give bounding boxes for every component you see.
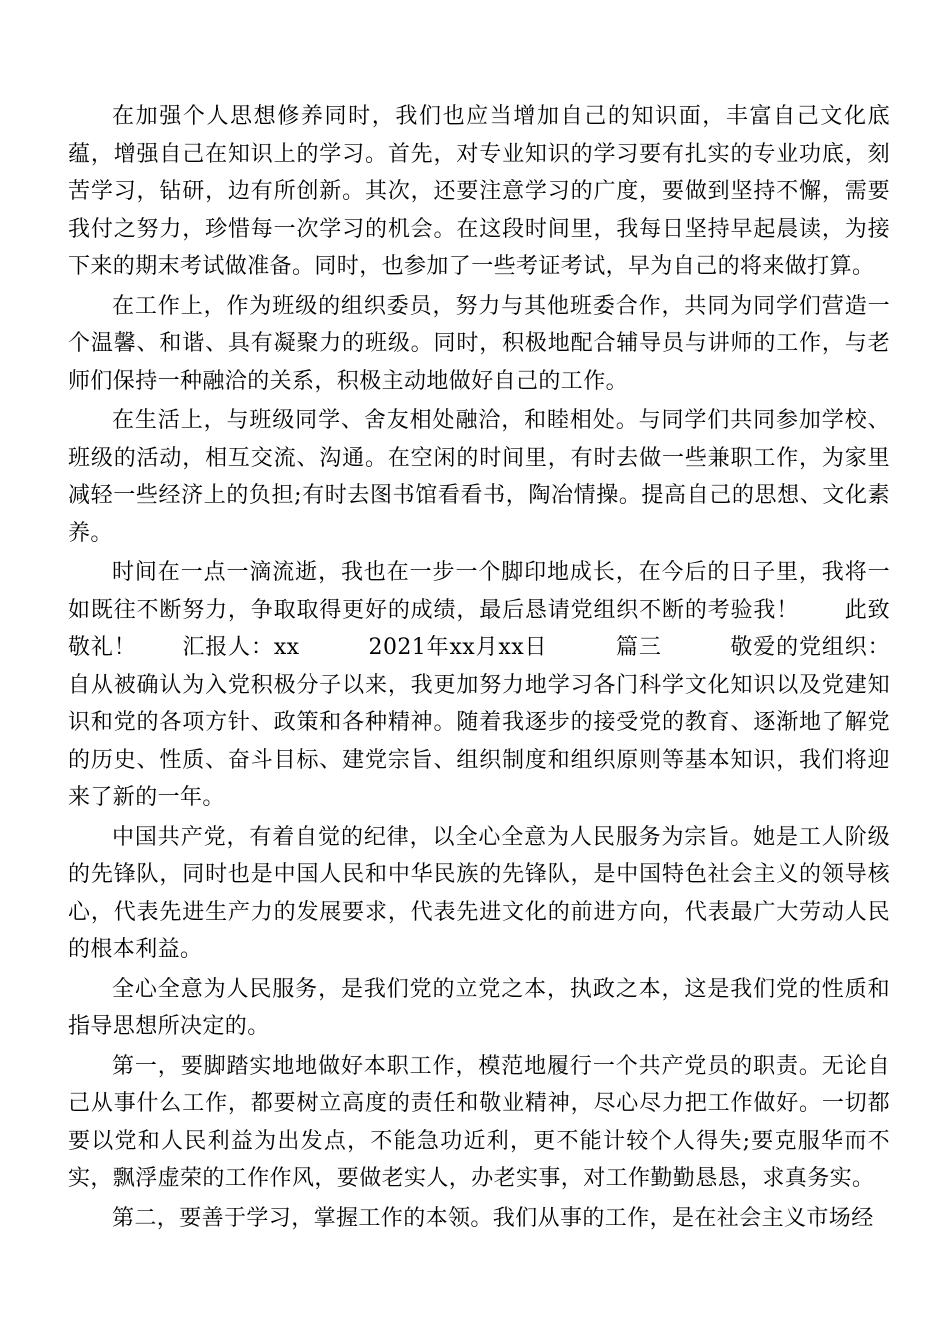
paragraph-second: 第二，要善于学习，掌握工作的本领。我们从事的工作，是在社会主义市场经 xyxy=(112,1205,874,1231)
document-body xyxy=(68,98,890,1239)
paragraph-first: 第一，要脚踏实地地做好本职工作，模范地履行一个共产党员的职责。无论自己从事什么工作，都要树立高度的责任和敬业精神，尽心尽力把工作做好。一切都要以党和人民利益为出发点，不能急功近利，更不能计较个人得失;要克服华而不实，飘浮虚荣的工作作风，要做老实人，办老实事，对工作勤勤恳恳，求真务实。 xyxy=(68,1053,890,1191)
paragraph-study: 在加强个人思想修养同时，我们也应当增加自己的知识面，丰富自己文化底蕴，增强自己在知识上的学习。首先，对专业知识的学习要有扎实的专业功底，刻苦学习，钻研，边有所创新。其次，还要注意学习的广度，要做到坚持不懈，需要我付之努力，珍惜每一次学习的机会。在这段时间里，我每日坚持早起晨读，为接下来的期末考试做准备。同时，也参加了一些考证考试，早为自己的将来做打算。 xyxy=(68,104,890,279)
paragraph-party: 中国共产党，有着自觉的纪律，以全心全意为人民服务为宗旨。她是工人阶级的先锋队，同时也是中国人民和中华民族的先锋队，是中国特色社会主义的领导核心，代表先进生产力的发展要求，代表先进文化的前进方向，代表最广大劳动人民的根本利益。 xyxy=(68,824,890,962)
paragraph-serve-people: 全心全意为人民服务，是我们党的立党之本，执政之本，这是我们党的性质和指导思想所决定的。 xyxy=(68,976,890,1039)
paragraph-life: 在生活上，与班级同学、舍友相处融洽，和睦相处。与同学们共同参加学校、班级的活动，相互交流、沟通。在空闲的时间里，有时去做一些兼职工作，为家里减轻一些经济上的负担;有时去图书馆看看书，陶冶情操。提高自己的思想、文化素养。 xyxy=(68,408,890,546)
paragraph-closing-and-report: 时间在一点一滴流逝，我也在一步一个脚印地成长，在今后的日子里，我将一如既往不断努力，争取取得更好的成绩，最后恳请党组织不断的考验我！ 此致敬礼！ 汇报人：xx 2021年xx月xx日 篇三 敬爱的党组织：自从被确认为入党积极分子以来，我更加努力地学习各门科学文化知识以及党建知识和党的各项方针、政策和各种精神。随着我逐步的接受党的教育、逐渐地了解党的历史、性质、奋斗目标、建党宗旨、组织制度和组织原则等基本知识，我们将迎来了新的一年。 xyxy=(68,560,890,810)
paragraph-work: 在工作上，作为班级的组织委员，努力与其他班委合作，共同为同学们营造一个温馨、和谐、具有凝聚力的班级。同时，积极地配合辅导员与讲师的工作，与老师们保持一种融洽的关系，积极主动地做好自己的工作。 xyxy=(68,293,890,394)
